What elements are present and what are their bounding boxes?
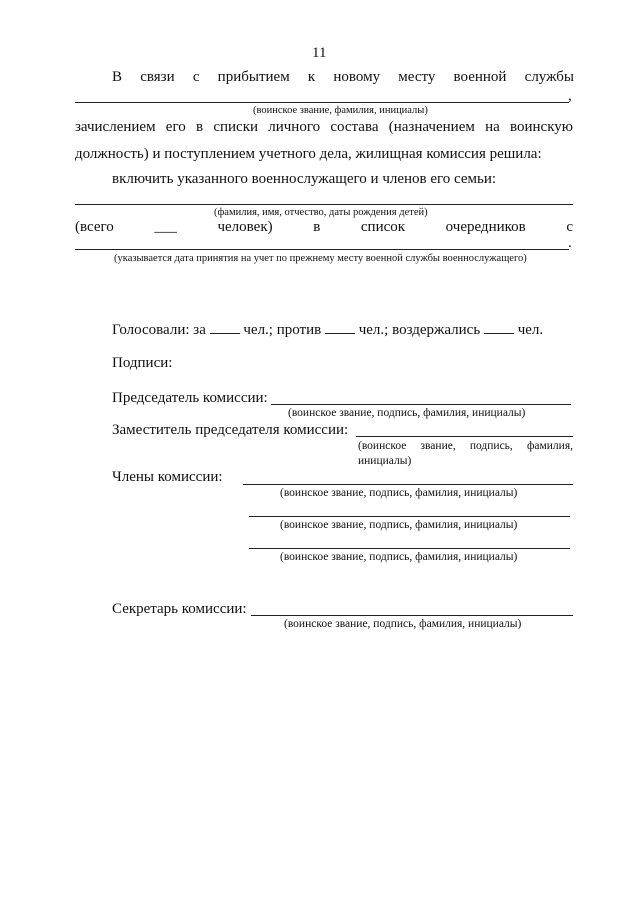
deputy-caption-line1: (воинское звание, подпись, фамилия, xyxy=(358,440,573,452)
family-members-field-line xyxy=(75,204,573,205)
paragraph1-line1: В связи с прибытием к новому месту военной службы xyxy=(112,69,574,85)
trailing-period: . xyxy=(568,235,572,251)
rank-name-caption: (воинское звание, фамилия, инициалы) xyxy=(253,105,428,116)
trailing-comma: , xyxy=(568,88,572,104)
votes-for-label: Голосовали: за xyxy=(112,322,206,338)
signatures-heading: Подписи: xyxy=(112,355,173,371)
deputy-signature-line[interactable] xyxy=(356,436,573,437)
paragraph2-line2 xyxy=(75,218,573,236)
member-signature-line-1[interactable] xyxy=(243,484,573,485)
paragraph1-line2: зачислением его в списки личного состава (назначением на воинскую xyxy=(75,119,573,135)
family-members-caption: (фамилия, имя, отчество, даты рождения детей) xyxy=(214,207,428,218)
votes-against-label: чел.; против xyxy=(243,322,322,338)
votes-abstained-blank[interactable] xyxy=(484,319,514,334)
registration-date-caption: (указывается дата принятия на учет по прежнему месту военной службы военнослужащего) xyxy=(114,253,527,264)
member-signature-line-3[interactable] xyxy=(249,548,570,549)
votes-against-blank[interactable] xyxy=(325,319,355,334)
chairman-label: Председатель комиссии: xyxy=(112,390,268,406)
votes-line xyxy=(112,319,543,339)
votes-unit-label: чел. xyxy=(517,322,544,338)
page-number: 11 xyxy=(312,45,327,61)
secretary-caption: (воинское звание, подпись, фамилия, инициалы) xyxy=(284,618,522,630)
member-caption-3: (воинское звание, подпись, фамилия, инициалы) xyxy=(280,551,518,563)
deputy-caption-line2: инициалы) xyxy=(358,455,412,467)
paragraph2-line1: включить указанного военнослужащего и членов его семьи: xyxy=(112,171,497,187)
rank-name-field-line xyxy=(75,102,569,103)
registration-date-field-line xyxy=(75,249,569,250)
member-signature-line-2[interactable] xyxy=(249,516,570,517)
secretary-signature-line[interactable] xyxy=(251,615,573,616)
chairman-signature-line[interactable] xyxy=(271,404,571,405)
member-caption-1: (воинское звание, подпись, фамилия, инициалы) xyxy=(280,487,518,499)
votes-for-blank[interactable] xyxy=(210,319,240,334)
deputy-label: Заместитель председателя комиссии: xyxy=(112,422,349,438)
secretary-label: Секретарь комиссии: xyxy=(112,601,247,617)
member-caption-2: (воинское звание, подпись, фамилия, инициалы) xyxy=(280,519,518,531)
votes-abstained-label: чел.; воздержались xyxy=(358,322,481,338)
members-label: Члены комиссии: xyxy=(112,469,223,485)
paragraph2-line2-text: (всего ___ человек) в список очередников с xyxy=(75,219,573,235)
chairman-caption: (воинское звание, подпись, фамилия, инициалы) xyxy=(288,407,526,419)
paragraph1-line3: должность) и поступлением учетного дела, жилищная комиссия решила: xyxy=(75,146,542,162)
